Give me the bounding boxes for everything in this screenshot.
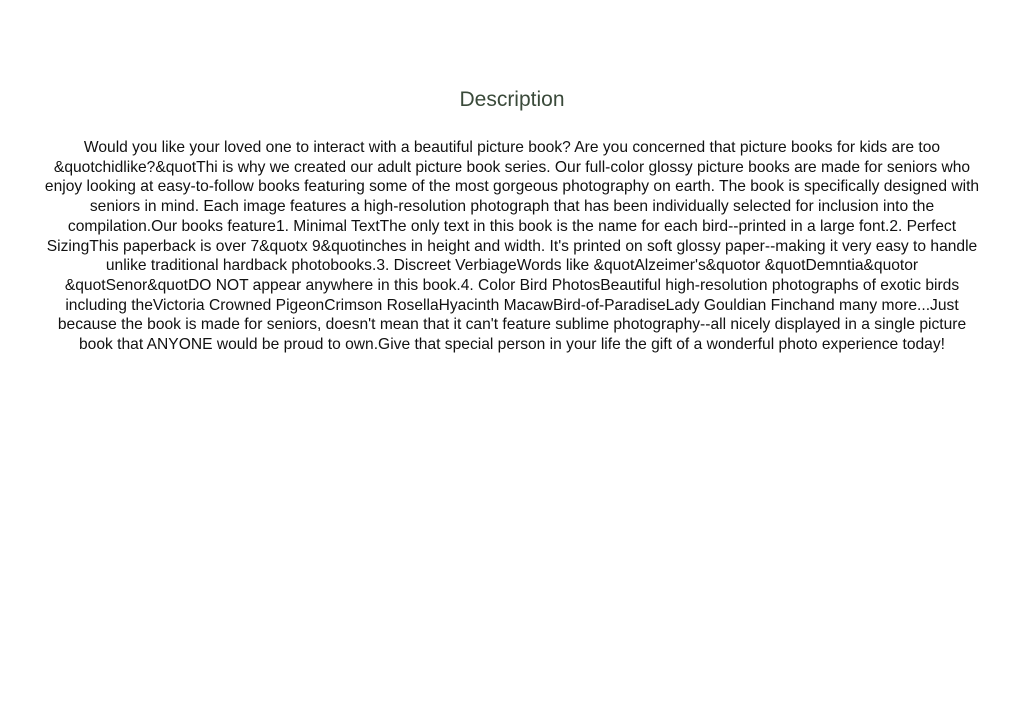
description-paragraph: Would you like your loved one to interact with a beautiful picture book? Are you concerned that picture books for kids are too &quotchidlike?&quotThi is why we created our adult picture book series. Our full-color glossy picture books are made for seniors who enjoy looking at easy-to-follow books featuring some of the most gorgeous photography on earth. The book is specifically designed with seniors in mind. Each image features a high-resolution photograph that has been individually selected for inclusion into the compilation.Our books feature1. Minimal TextThe only text in this book is the name for each bird--printed in a large font.2. Perfect SizingThis paperback is over 7&quotx 9&quotinches in height and width. It's printed on soft glossy paper--making it very easy to handle unlike traditional hardback photobooks.3. Discreet VerbiageWords like &quotAlzeimer's&quotor &quotDemntia&quotor &quotSenor&quotDO NOT appear anywhere in this book.4. Color Bird PhotosBeautiful high-resolution photographs of exotic birds including theVictoria Crowned PigeonCrimson RosellaHyacinth MacawBird-of-ParadiseLady Gouldian Finchand many more...Just because the book is made for seniors, doesn't mean that it can't feature sublime photography--all nicely displayed in a single picture book that ANYONE would be proud to own.Give that special person in your life the gift of a wonderful photo experience today! <box>44 139 980 354</box>
page-title: Description <box>459 88 565 111</box>
